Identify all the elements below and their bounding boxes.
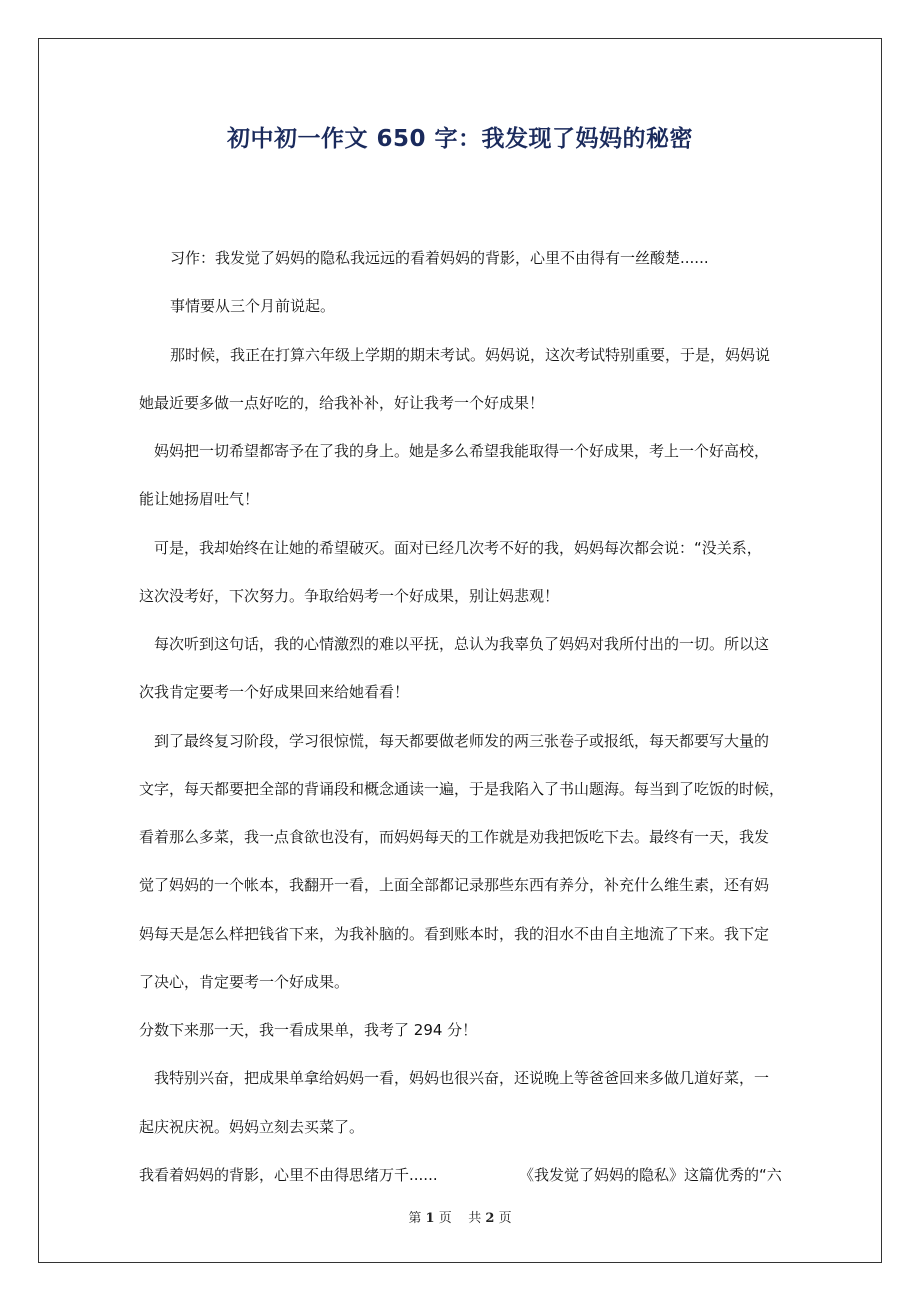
- footer-page-number: 1: [425, 1211, 435, 1226]
- paragraph-line: 我特别兴奋，把成果单拿给妈妈一看，妈妈也很兴奋，还说晚上等爸爸回来多做几道好菜，一: [154, 1069, 770, 1087]
- paragraph-line: 妈妈把一切希望都寄予在了我的身上。她是多么希望我能取得一个好成果，考上一个好高校，: [154, 442, 770, 460]
- footer-suffix: 页: [498, 1211, 512, 1226]
- paragraph-line: 分数下来那一天，我一看成果单，我考了 294 分！: [139, 1021, 478, 1039]
- paragraph-line: 事情要从三个月前说起。: [170, 297, 336, 315]
- paragraph-line: 觉了妈妈的一个帐本，我翻开一看，上面全部都记录那些东西有养分，补充什么维生素，还有妈: [139, 876, 770, 894]
- paragraph-line: 次我肯定要考一个好成果回来给她看看！: [139, 683, 410, 701]
- footer-prefix: 第: [408, 1211, 422, 1226]
- paragraph-line: 妈每天是怎么样把钱省下来，为我补脑的。看到账本时，我的泪水不由自主地流了下来。我下定: [139, 925, 770, 943]
- paragraph-line: 《我发觉了妈妈的隐私》这篇优秀的“六: [519, 1166, 782, 1184]
- footer-middle: 页 共: [438, 1211, 482, 1226]
- paragraph-line: 这次没考好，下次努力。争取给妈考一个好成果，别让妈悲观！: [139, 587, 560, 605]
- paragraph-line: 习作：我发觉了妈妈的隐私我远远的看着妈妈的背影，心里不由得有一丝酸楚......: [170, 249, 709, 267]
- paragraph-line: 到了最终复习阶段，学习很惊慌，每天都要做老师发的两三张卷子或报纸，每天都要写大量的: [154, 732, 770, 750]
- paragraph-line: 那时候，我正在打算六年级上学期的期末考试。妈妈说，这次考试特别重要，于是，妈妈说: [170, 346, 771, 364]
- paragraph-line: 她最近要多做一点好吃的，给我补补，好让我考一个好成果！: [139, 394, 545, 412]
- paragraph-line: 文字，每天都要把全部的背诵段和概念通读一遍，于是我陷入了书山题海。每当到了吃饭的时候，: [139, 780, 785, 798]
- paragraph-line: 起庆祝庆祝。妈妈立刻去买菜了。: [139, 1118, 365, 1136]
- paragraph-line: 可是，我却始终在让她的希望破灭。面对已经几次考不好的我，妈妈每次都会说：“没关系，: [154, 539, 762, 557]
- document-title: 初中初一作文 650 字：我发现了妈妈的秘密: [226, 126, 694, 152]
- footer-total-pages: 2: [485, 1211, 495, 1226]
- paragraph-line: 看着那么多菜，我一点食欲也没有，而妈妈每天的工作就是劝我把饭吃下去。最终有一天，我发: [139, 828, 770, 846]
- paragraph-line: 我看着妈妈的背影，心里不由得思绪万千......: [139, 1166, 438, 1184]
- paragraph-line: 了决心，肯定要考一个好成果。: [139, 973, 350, 991]
- paragraph-line: 能让她扬眉吐气！: [139, 490, 260, 508]
- paragraph-line: 每次听到这句话，我的心情激烈的难以平抚，总认为我辜负了妈妈对我所付出的一切。所以这: [154, 635, 770, 653]
- page-footer: [0, 1207, 920, 1226]
